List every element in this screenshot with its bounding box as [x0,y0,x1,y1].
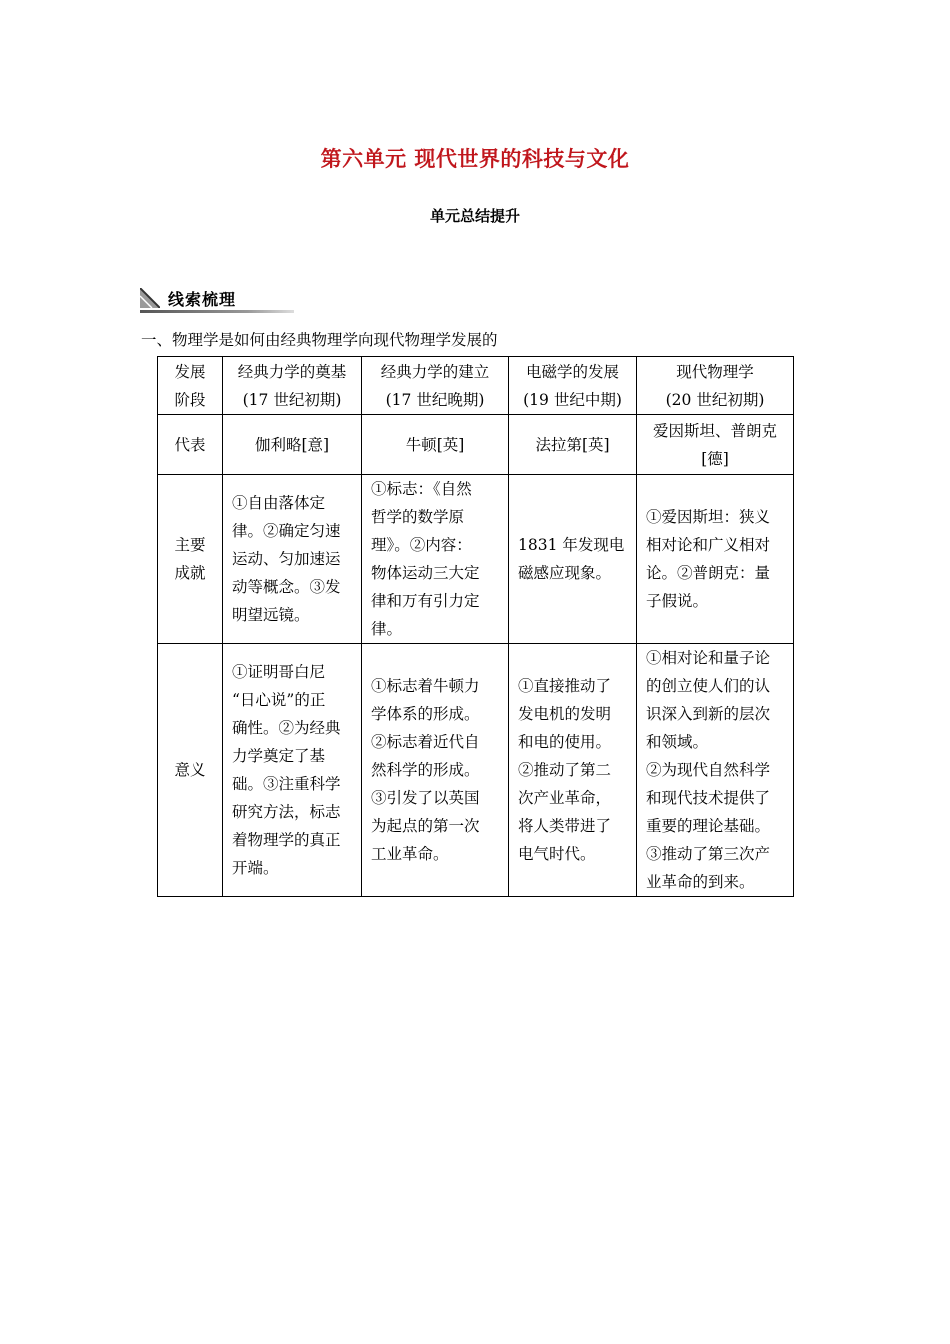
table-cell: ①直接推动了 发电机的发明 和电的使用。 ②推动了第二 次产业革命， 将人类带进了 电气时代。 [509,644,637,897]
table-cell: 经典力学的奠基 (17 世纪初期) [223,357,362,415]
table-row-stage [158,357,794,415]
table-row-representative [158,415,794,475]
page-title: 第六单元 现代世界的科技与文化 [320,147,630,171]
table-cell: ①相对论和量子论 的创立使人们的认 识深入到新的层次 和领域。 ②为现代自然科学 和现代技术提供了 重要的理论基础。 ③推动了第三次产 业革命的到来。 [637,644,794,897]
table-row-significance [158,644,794,897]
table-cell: 牛顿[英] [362,415,509,475]
row-header-achievements: 主要 成就 [158,475,223,644]
physics-development-table [157,356,794,897]
table-cell: 电磁学的发展 (19 世纪中期) [509,357,637,415]
section-header [140,286,294,314]
row-header-stage: 发展 阶段 [158,357,223,415]
table-cell: 伽利略[意] [223,415,362,475]
table-row-achievements [158,475,794,644]
table-cell: 爱因斯坦、普朗克 [德] [637,415,794,475]
section-label: 线索梳理 [168,290,237,309]
page-subtitle: 单元总结提升 [429,207,520,225]
section-rule [140,310,294,313]
table-cell: ①标志着牛顿力 学体系的形成。 ②标志着近代自 然科学的形成。 ③引发了以英国 为起点的第一次 工业革命。 [362,644,509,897]
table-cell: ①标志：《自然 哲学的数学原 理》。②内容： 物体运动三大定 律和万有引力定 律。 [362,475,509,644]
table-cell: 现代物理学 (20 世纪初期) [637,357,794,415]
table-cell: 法拉第[英] [509,415,637,475]
table-cell: 经典力学的建立 (17 世纪晚期) [362,357,509,415]
diagonal-stripe-icon [140,288,160,308]
row-header-significance: 意义 [158,644,223,897]
table-cell: ①爱因斯坦：狭义 相对论和广义相对 论。②普朗克：量 子假说。 [637,475,794,644]
row-header-representative: 代表 [158,415,223,475]
table-cell: 1831 年发现电 磁感应现象。 [509,475,637,644]
section-heading: 一、物理学是如何由经典物理学向现代物理学发展的 [141,331,498,349]
table-cell: ①证明哥白尼 “日心说”的正 确性。②为经典 力学奠定了基 础。③注重科学 研究方法，标志 着物理学的真正 开端。 [223,644,362,897]
table-cell: ①自由落体定 律。②确定匀速 运动、匀加速运 动等概念。③发 明望远镜。 [223,475,362,644]
